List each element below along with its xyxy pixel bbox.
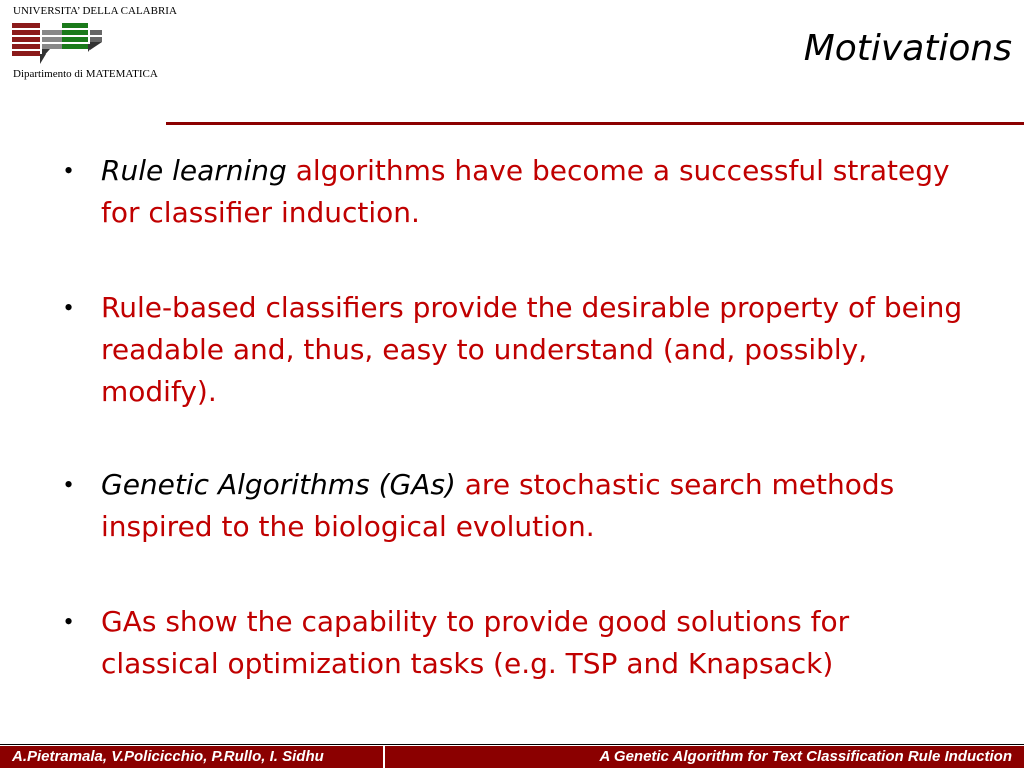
- title-divider: [166, 122, 1024, 125]
- bullet-text: [101, 601, 971, 685]
- bullet-body: Rule-based classifiers provide the desirable property of being readable and, thus, easy to understand (and, possibly, modify).: [101, 291, 963, 408]
- bullet-text: [101, 464, 971, 548]
- department-name: Dipartimento di MATEMATICA: [13, 68, 158, 80]
- bullet-icon: •: [64, 293, 74, 322]
- bullet-body: GAs show the capability to provide good solutions for classical optimization tasks (e.g. TSP and Knapsack): [101, 605, 850, 680]
- page-title: Motivations: [803, 28, 1012, 69]
- university-name: UNIVERSITA’ DELLA CALABRIA: [13, 5, 177, 17]
- footer-talk-title: A Genetic Algorithm for Text Classification Rule Induction: [599, 748, 1012, 765]
- bullet-body: are stochastic search methods inspired to the biological evolution.: [101, 468, 895, 543]
- bullet-emphasis: Genetic Algorithms (GAs): [101, 468, 456, 501]
- footer-bar: [0, 746, 1024, 768]
- bullet-icon: •: [64, 156, 74, 185]
- footer-separator: [383, 746, 385, 768]
- footer-authors: A.Pietramala, V.Policicchio, P.Rullo, I. Sidhu: [12, 748, 324, 765]
- bullet-emphasis: Rule learning: [101, 154, 287, 187]
- bullet-text: [101, 150, 971, 234]
- bullet-body: algorithms have become a successful strategy for classifier induction.: [101, 154, 950, 229]
- bullet-icon: •: [64, 607, 74, 636]
- bullet-text: [101, 287, 971, 413]
- university-logo-icon: [10, 20, 104, 66]
- footer-divider: [0, 744, 1024, 745]
- bullet-icon: •: [64, 470, 74, 499]
